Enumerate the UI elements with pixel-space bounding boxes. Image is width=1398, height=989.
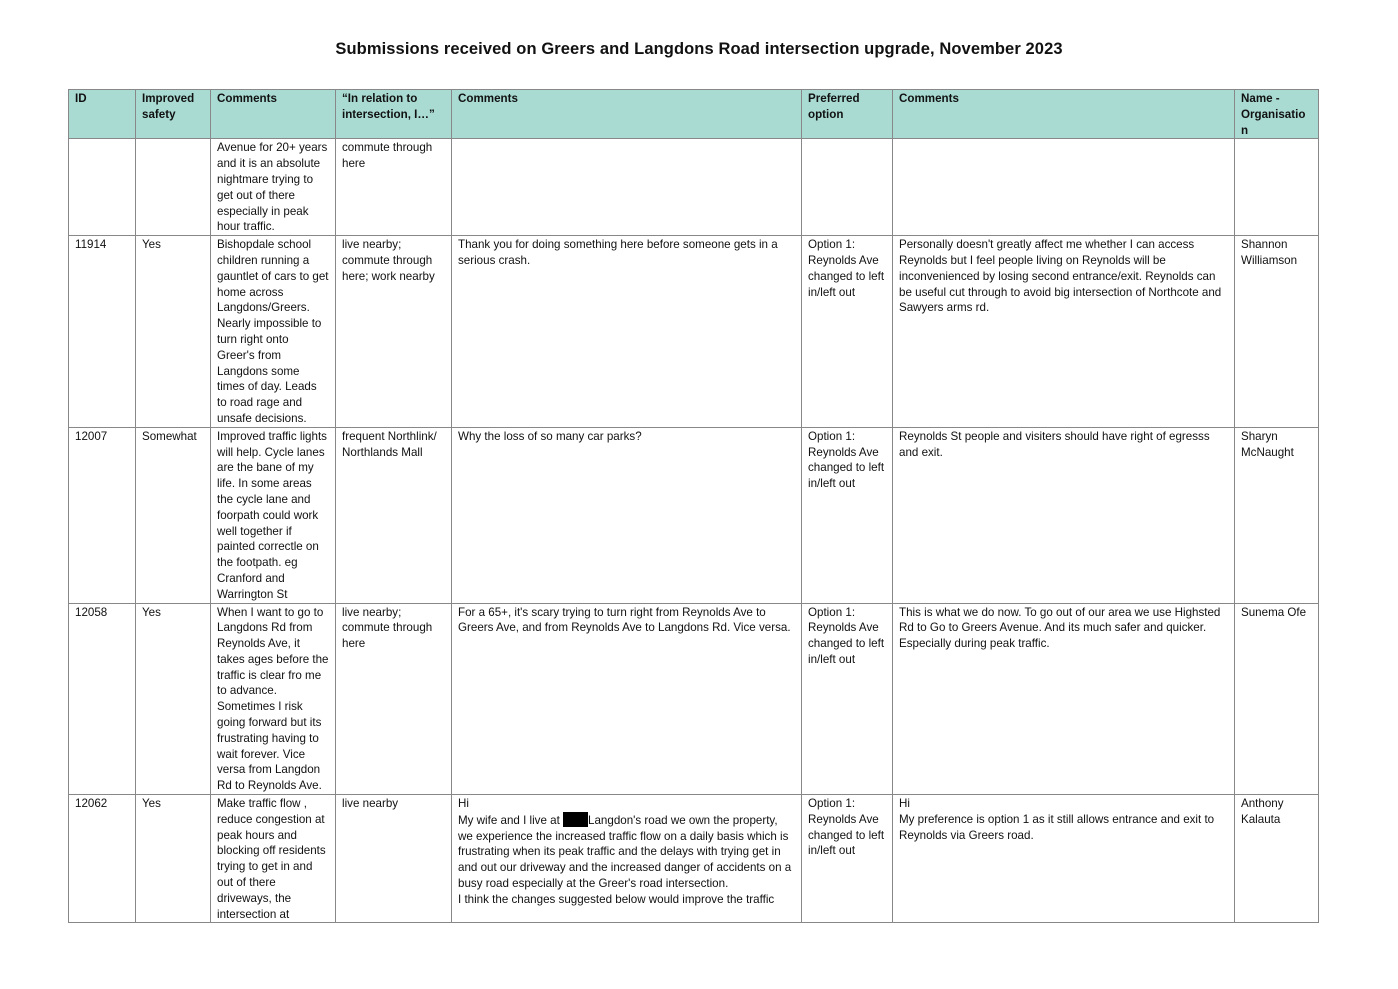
table-row — [69, 603, 1319, 795]
cell-in-relation: commute through here — [336, 139, 452, 236]
cell-comments — [893, 139, 1235, 236]
cell-preferred-option: Option 1: Reynolds Ave changed to left in/left out — [802, 603, 893, 795]
header-comments: Comments — [893, 90, 1235, 139]
cell-comments: Improved traffic lights will help. Cycle lanes are the bane of my life. In some areas the cycle lane and foorpath could work well together if painted correctle on the footpath. eg Cranford and Warrington St — [211, 427, 336, 603]
cell-preferred-option: Option 1: Reynolds Ave changed to left in/left out — [802, 236, 893, 428]
header-in-relation: “In relation to intersection, I…” — [336, 90, 452, 139]
header-comments: Comments — [211, 90, 336, 139]
cell-comments: This is what we do now. To go out of our area we use Highsted Rd to Go to Greers Avenue. And its much safer and quicker. Especially during peak traffic. — [893, 603, 1235, 795]
cell-comments: Personally doesn't greatly affect me whether I can access Reynolds but I feel people living on Reynolds will be inconvenienced by losing second entrance/exit. Reynolds can be useful cut through to avoid big intersection of Northcote and Sawyers arms rd. — [893, 236, 1235, 428]
cell-comments — [893, 795, 1235, 923]
cell-comments: Reynolds St people and visiters should have right of egresss and exit. — [893, 427, 1235, 603]
table-row — [69, 795, 1319, 923]
submissions-table — [68, 89, 1319, 923]
cell-comments — [452, 139, 802, 236]
cell-improved-safety: Somewhat — [136, 427, 211, 603]
comment-paragraph — [458, 812, 795, 892]
header-preferred-option: Preferred option — [802, 90, 893, 139]
header-id: ID — [69, 90, 136, 139]
cell-improved-safety: Yes — [136, 603, 211, 795]
cell-id: 12058 — [69, 603, 136, 795]
cell-preferred-option — [802, 139, 893, 236]
comment-paragraph: I think the changes suggested below would improve the traffic — [458, 892, 775, 906]
table-header-row — [69, 90, 1319, 139]
cell-preferred-option: Option 1: Reynolds Ave changed to left in/left out — [802, 427, 893, 603]
cell-name-organisation: Sunema Ofe — [1235, 603, 1319, 795]
cell-id — [69, 139, 136, 236]
cell-comments: Thank you for doing something here before someone gets in a serious crash. — [452, 236, 802, 428]
cell-comments: Avenue for 20+ years and it is an absolute nightmare trying to get out of there especially in peak hour traffic. — [211, 139, 336, 236]
cell-in-relation: live nearby — [336, 795, 452, 923]
cell-in-relation: live nearby; commute through here; work nearby — [336, 236, 452, 428]
cell-comments: Bishopdale school children running a gauntlet of cars to get home across Langdons/Greers. Nearly impossible to turn right onto Greer's from Langdons some times of day. Leads to road rage and unsafe decisions. — [211, 236, 336, 428]
redaction-box — [563, 812, 588, 827]
cell-improved-safety: Yes — [136, 795, 211, 923]
comment-greeting: Hi — [458, 797, 469, 811]
table-row — [69, 427, 1319, 603]
header-name-organisation: Name - Organisation — [1235, 90, 1319, 139]
comment-text-before-redaction: My wife and I live at — [458, 813, 564, 827]
page-title: Submissions received on Greers and Langdons Road intersection upgrade, November 2023 — [335, 40, 1063, 58]
table-row — [69, 236, 1319, 428]
cell-name-organisation: Anthony Kalauta — [1235, 795, 1319, 923]
cell-comments: Make traffic flow , reduce congestion at peak hours and blocking off residents trying to get in and out of there driveways, the intersection at — [211, 795, 336, 923]
cell-in-relation: frequent Northlink/ Northlands Mall — [336, 427, 452, 603]
cell-in-relation: live nearby; commute through here — [336, 603, 452, 795]
comment-text-after-redaction: Langdon's road we own the property, we experience the increased traffic flow on a daily basis which is frustrating when its peak traffic and the delays with trying get in and out our driveway and the increased danger of accidents on a busy road especially at the Greer's road intersection. — [458, 813, 792, 891]
cell-comments: Why the loss of so many car parks? — [452, 427, 802, 603]
cell-id: 12007 — [69, 427, 136, 603]
header-improved-safety: Improved safety — [136, 90, 211, 139]
cell-name-organisation: Shannon Williamson — [1235, 236, 1319, 428]
cell-preferred-option: Option 1: Reynolds Ave changed to left in/left out — [802, 795, 893, 923]
cell-improved-safety — [136, 139, 211, 236]
cell-name-organisation: Sharyn McNaught — [1235, 427, 1319, 603]
cell-comments: When I want to go to Langdons Rd from Reynolds Ave, it takes ages before the traffic is clear fro me to advance. Sometimes I risk going forward but its frustrating having to wait forever. Vice versa from Langdon Rd to Reynolds Ave. — [211, 603, 336, 795]
header-comments: Comments — [452, 90, 802, 139]
cell-name-organisation — [1235, 139, 1319, 236]
cell-id: 11914 — [69, 236, 136, 428]
cell-comments — [452, 795, 802, 923]
table-row — [69, 139, 1319, 236]
cell-comments: For a 65+, it's scary trying to turn right from Reynolds Ave to Greers Ave, and from Reynolds Ave to Langdons Rd. Vice versa. — [452, 603, 802, 795]
comment-paragraph: My preference is option 1 as it still allows entrance and exit to Reynolds via Greers road. — [899, 812, 1215, 842]
comment-greeting: Hi — [899, 797, 910, 811]
cell-id: 12062 — [69, 795, 136, 923]
cell-improved-safety: Yes — [136, 236, 211, 428]
